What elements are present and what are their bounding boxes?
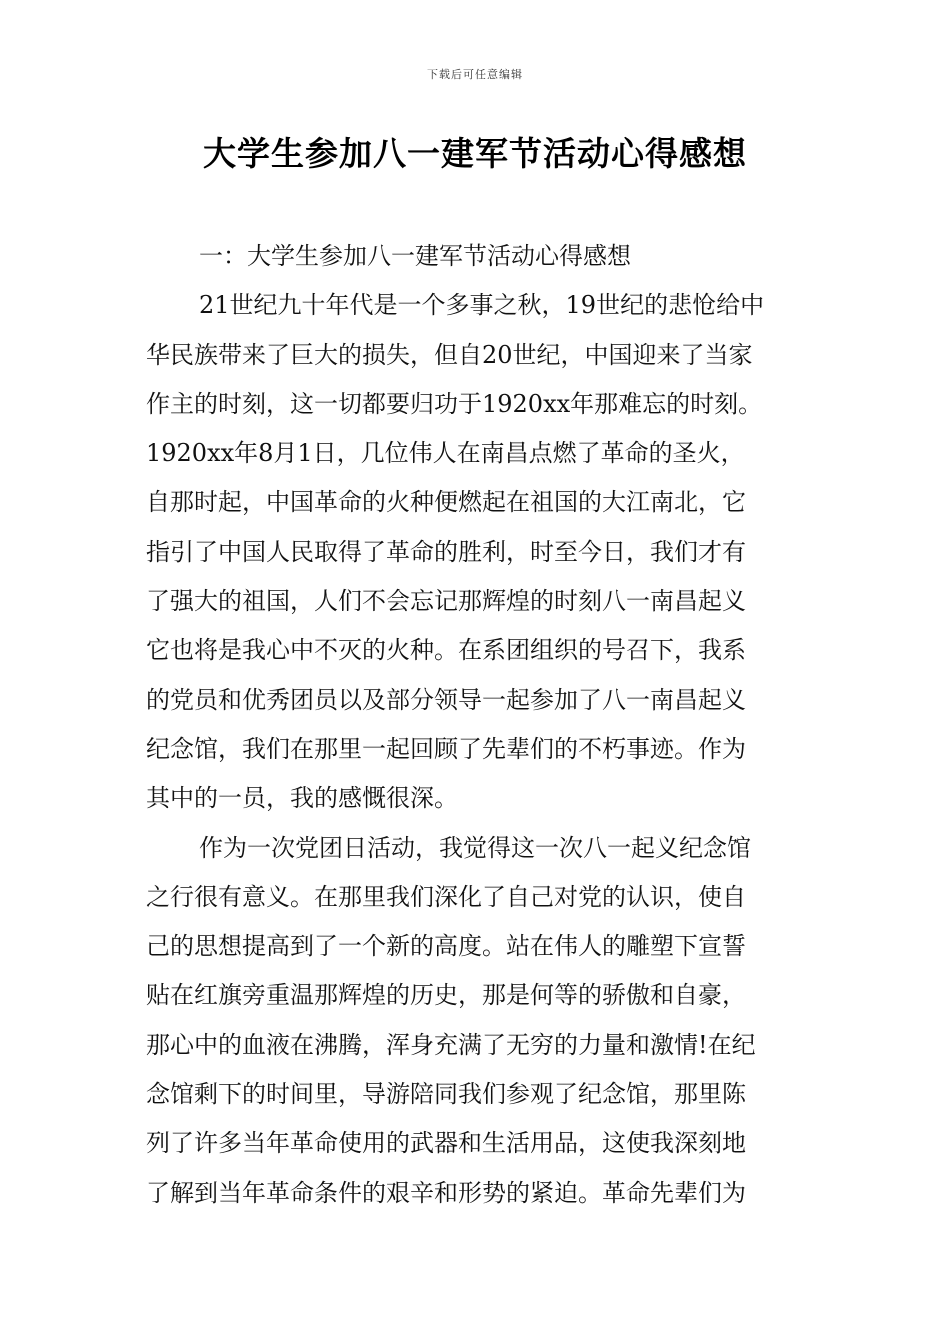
paragraph-line: 指引了中国人民取得了革命的胜利，时至今日，我们才有 bbox=[146, 537, 746, 566]
document-title: 大学生参加八一建军节活动心得感想 bbox=[203, 134, 747, 173]
document-body bbox=[146, 232, 816, 1218]
paragraph-2 bbox=[146, 824, 816, 1218]
header-note: 下载后可任意编辑 bbox=[427, 68, 523, 81]
paragraph-line: 纪念馆，我们在那里一起回顾了先辈们的不朽事迹。作为 bbox=[146, 734, 746, 763]
paragraph-line: 它也将是我心中不灭的火种。在系团组织的号召下，我系 bbox=[146, 636, 746, 665]
paragraph-line: 1920xx年8月1日，几位伟人在南昌点燃了革命的圣火， bbox=[146, 439, 745, 468]
section-heading: 一：大学生参加八一建军节活动心得感想 bbox=[199, 242, 631, 270]
paragraph-line: 的党员和优秀团员以及部分领导一起参加了八一南昌起义 bbox=[146, 685, 746, 714]
paragraph-line: 那心中的血液在沸腾，浑身充满了无穷的力量和激情!在纪 bbox=[146, 1030, 756, 1059]
paragraph-line: 作主的时刻，这一切都要归功于1920xx年那难忘的时刻。 bbox=[146, 389, 763, 418]
paragraph-line: 念馆剩下的时间里，导游陪同我们参观了纪念馆，那里陈 bbox=[146, 1080, 746, 1109]
paragraph-line: 己的思想提高到了一个新的高度。站在伟人的雕塑下宣誓 bbox=[146, 932, 746, 961]
paragraph-line: 华民族带来了巨大的损失，但自20世纪，中国迎来了当家 bbox=[146, 340, 753, 369]
paragraph-line: 了解到当年革命条件的艰辛和形势的紧迫。革命先辈们为 bbox=[146, 1178, 746, 1207]
paragraph-line: 了强大的祖国，人们不会忘记那辉煌的时刻八一南昌起义 bbox=[146, 587, 746, 616]
paragraph-line: 作为一次党团日活动，我觉得这一次八一起义纪念馆 bbox=[199, 833, 751, 862]
paragraph-line: 其中的一员，我的感慨很深。 bbox=[146, 784, 458, 813]
paragraph-line: 之行很有意义。在那里我们深化了自己对党的认识，使自 bbox=[146, 882, 746, 911]
paragraph-line: 列了许多当年革命使用的武器和生活用品，这使我深刻地 bbox=[146, 1129, 746, 1158]
paragraph-line: 自那时起，中国革命的火种便燃起在祖国的大江南北，它 bbox=[146, 488, 746, 517]
paragraph-1 bbox=[146, 281, 816, 823]
paragraph-line: 贴在红旗旁重温那辉煌的历史，那是何等的骄傲和自豪， bbox=[146, 981, 746, 1010]
paragraph-line: 21世纪九十年代是一个多事之秋，19世纪的悲怆给中 bbox=[199, 291, 765, 320]
